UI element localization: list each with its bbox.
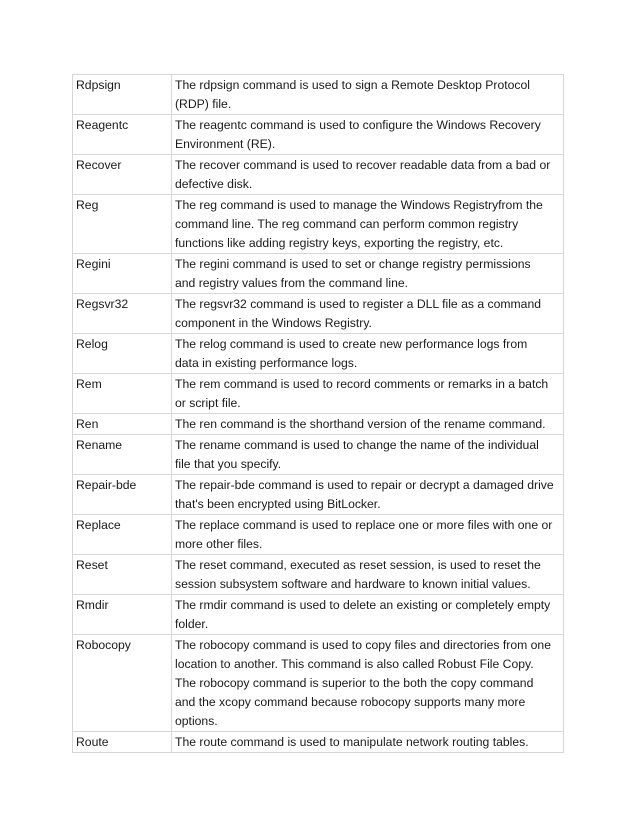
command-name-cell: Ren xyxy=(73,414,172,435)
command-name-cell: Repair-bde xyxy=(73,475,172,515)
command-description-cell: The replace command is used to replace one or more files with one or more other files. xyxy=(172,515,564,555)
command-description-cell: The ren command is the shorthand version of the rename command. xyxy=(172,414,564,435)
table-row xyxy=(73,334,564,374)
command-description-cell: The reset command, executed as reset session, is used to reset the session subsystem software and hardware to known initial values. xyxy=(172,555,564,595)
table-row xyxy=(73,555,564,595)
command-description-cell: The route command is used to manipulate network routing tables. xyxy=(172,732,564,753)
table-row xyxy=(73,75,564,115)
command-name-cell: Relog xyxy=(73,334,172,374)
table-row xyxy=(73,732,564,753)
command-name-cell: Rename xyxy=(73,435,172,475)
command-name-cell: Reset xyxy=(73,555,172,595)
command-name-cell: Rmdir xyxy=(73,595,172,635)
table-row xyxy=(73,374,564,414)
table-row xyxy=(73,115,564,155)
command-name-cell: Regsvr32 xyxy=(73,294,172,334)
command-name-cell: Regini xyxy=(73,254,172,294)
table-row xyxy=(73,414,564,435)
table-row xyxy=(73,435,564,475)
command-description-cell: The rdpsign command is used to sign a Remote Desktop Protocol (RDP) file. xyxy=(172,75,564,115)
command-description-cell: The repair-bde command is used to repair or decrypt a damaged drive that's been encrypted using BitLocker. xyxy=(172,475,564,515)
command-name-cell: Rdpsign xyxy=(73,75,172,115)
table-row xyxy=(73,254,564,294)
table-row xyxy=(73,294,564,334)
command-name-cell: Reg xyxy=(73,195,172,254)
command-name-cell: Rem xyxy=(73,374,172,414)
table-row xyxy=(73,635,564,732)
command-description-cell: The reagentc command is used to configure the Windows Recovery Environment (RE). xyxy=(172,115,564,155)
command-name-cell: Recover xyxy=(73,155,172,195)
command-table xyxy=(72,74,564,753)
command-description-cell: The regini command is used to set or change registry permissions and registry values from the command line. xyxy=(172,254,564,294)
table-row xyxy=(73,475,564,515)
table-row xyxy=(73,155,564,195)
command-name-cell: Reagentc xyxy=(73,115,172,155)
table-row xyxy=(73,515,564,555)
command-description-cell: The regsvr32 command is used to register a DLL file as a command component in the Windows Registry. xyxy=(172,294,564,334)
command-description-cell: The relog command is used to create new performance logs from data in existing performance logs. xyxy=(172,334,564,374)
command-name-cell: Robocopy xyxy=(73,635,172,732)
command-name-cell: Replace xyxy=(73,515,172,555)
command-description-cell: The robocopy command is used to copy files and directories from one location to another. This command is also called Robust File Copy. The robocopy command is superior to the both the copy command and the xcopy command because robocopy supports many more options. xyxy=(172,635,564,732)
table-row xyxy=(73,195,564,254)
table-row xyxy=(73,595,564,635)
command-description-cell: The recover command is used to recover readable data from a bad or defective disk. xyxy=(172,155,564,195)
command-name-cell: Route xyxy=(73,732,172,753)
command-description-cell: The reg command is used to manage the Windows Registryfrom the command line. The reg command can perform common registry functions like adding registry keys, exporting the registry, etc. xyxy=(172,195,564,254)
command-table-body xyxy=(73,75,564,753)
command-description-cell: The rem command is used to record comments or remarks in a batch or script file. xyxy=(172,374,564,414)
command-description-cell: The rmdir command is used to delete an existing or completely empty folder. xyxy=(172,595,564,635)
command-description-cell: The rename command is used to change the name of the individual file that you specify. xyxy=(172,435,564,475)
